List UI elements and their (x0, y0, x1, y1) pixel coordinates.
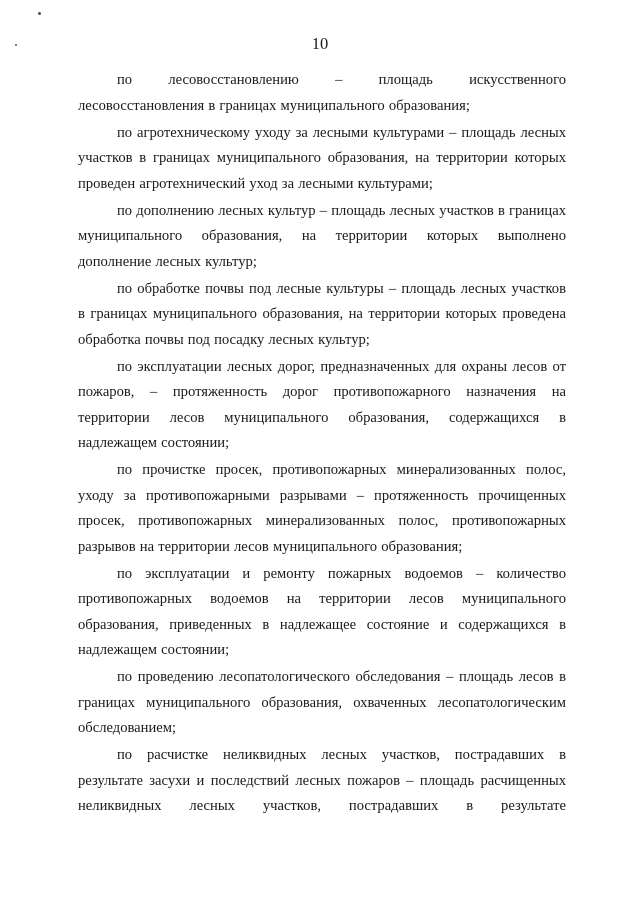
paragraph-fire-reservoirs: по эксплуатации и ремонту пожарных водоемов – количество противопожарных водоемов на территории лесов муниципального образования, приведенных в надлежащее состояние и содержащихся в надлежащем состоянии; (78, 565, 566, 658)
page-number: 10 (311, 34, 329, 53)
paragraph-forest-pathology-survey: по проведению лесопатологического обследования – площадь лесов в границах муниципального образования, охваченных лесопатологическим обследованием; (78, 669, 566, 736)
paragraph-forest-crop-supplement: по дополнению лесных культур – площадь лесных участков в границах муниципального образования, на территории которых выполнено дополнение лесных культур; (78, 202, 566, 270)
paragraph-illiquid-plots-clearing: по расчистке неликвидных лесных участков, пострадавших в результате засухи и последствий лесных пожаров – площадь расчищенных неликвидных лесных участков, пострадавших в результате (78, 747, 566, 814)
paragraph-soil-treatment: по обработке почвы под лесные культуры – площадь лесных участков в границах муниципального образования, на территории которых проведена обработка почвы под посадку лесных культур; (78, 280, 566, 348)
paragraph-reforestation: по лесовосстановлению – площадь искусственного лесовосстановления в границах муниципального образования; (78, 72, 566, 114)
paragraph-clearing-cuttings: по прочистке просек, противопожарных минерализованных полос, уходу за противопожарными разрывами – протяженность прочищенных просек, противопожарных минерализованных полос, противопожарных разрывов на территории лесов муниципального образования; (78, 462, 566, 555)
scan-speck (38, 12, 41, 15)
paragraph-forest-roads: по эксплуатации лесных дорог, предназначенных для охраны лесов от пожаров, – протяженность дорог противопожарного назначения на территории лесов муниципального образования, содержащихся в надлежащем состоянии; (78, 358, 566, 451)
document-body (78, 68, 566, 820)
paragraph-agrotechnical-care: по агротехническому уходу за лесными культурами – площадь лесных участков в границах муниципального образования, на территории которых проведен агротехнический уход за лесными культурами; (78, 124, 566, 192)
